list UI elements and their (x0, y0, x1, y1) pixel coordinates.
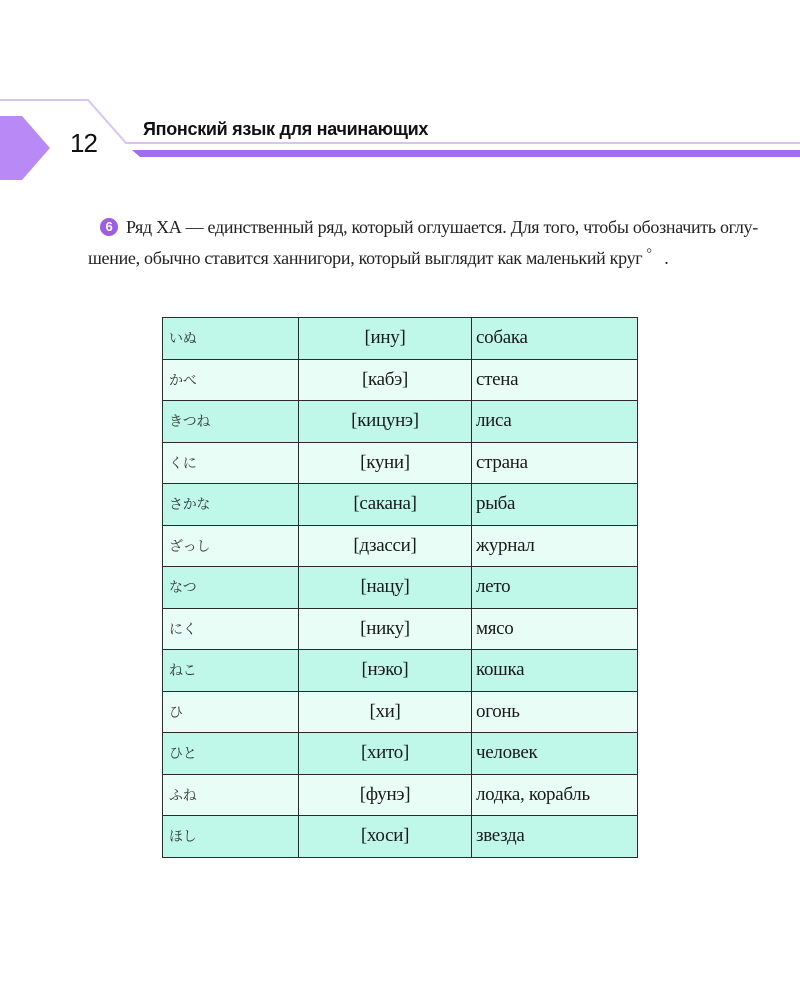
intro-line-2: шение, обычно ставится ханнигори, который выглядит как маленький круг ゜. (88, 248, 669, 268)
meaning-cell: лето (472, 567, 638, 609)
kana-cell: ほし (163, 816, 299, 858)
meaning-cell: собака (472, 318, 638, 360)
reading-cell: [нацу] (299, 567, 472, 609)
vocabulary-table (162, 317, 638, 858)
meaning-cell: лодка, корабль (472, 774, 638, 816)
kana-cell: いぬ (163, 318, 299, 360)
meaning-cell: журнал (472, 525, 638, 567)
table-row (163, 733, 638, 775)
kana-cell: ねこ (163, 650, 299, 692)
table-row (163, 359, 638, 401)
kana-cell: ざっし (163, 525, 299, 567)
meaning-cell: человек (472, 733, 638, 775)
page-header (0, 0, 800, 200)
table-row (163, 650, 638, 692)
header-decoration (0, 0, 800, 200)
reading-cell: [кицунэ] (299, 401, 472, 443)
kana-cell: なつ (163, 567, 299, 609)
meaning-cell: стена (472, 359, 638, 401)
kana-cell: にく (163, 608, 299, 650)
reading-cell: [дзасси] (299, 525, 472, 567)
table-row (163, 774, 638, 816)
kana-cell: ひ (163, 691, 299, 733)
kana-cell: きつね (163, 401, 299, 443)
table-row (163, 525, 638, 567)
kana-cell: くに (163, 442, 299, 484)
reading-cell: [куни] (299, 442, 472, 484)
reading-cell: [нику] (299, 608, 472, 650)
meaning-cell: кошка (472, 650, 638, 692)
intro-line-1 (88, 212, 758, 243)
vocabulary-table-body (163, 318, 638, 858)
reading-cell: [хито] (299, 733, 472, 775)
meaning-cell: страна (472, 442, 638, 484)
reading-cell: [фунэ] (299, 774, 472, 816)
kana-cell: ひと (163, 733, 299, 775)
table-row (163, 816, 638, 858)
book-title: Японский язык для начинающих (143, 119, 429, 139)
reading-cell: [ину] (299, 318, 472, 360)
reading-cell: [хоси] (299, 816, 472, 858)
kana-cell: ふね (163, 774, 299, 816)
table-row (163, 401, 638, 443)
kana-cell: かべ (163, 359, 299, 401)
reading-cell: [хи] (299, 691, 472, 733)
reading-cell: [нэко] (299, 650, 472, 692)
reading-cell: [кабэ] (299, 359, 472, 401)
table-row (163, 608, 638, 650)
page-tab-marker (0, 116, 50, 180)
header-underline (132, 150, 800, 157)
kana-cell: さかな (163, 484, 299, 526)
table-row (163, 567, 638, 609)
meaning-cell: рыба (472, 484, 638, 526)
table-row (163, 691, 638, 733)
meaning-cell: мясо (472, 608, 638, 650)
reading-cell: [сакана] (299, 484, 472, 526)
intro-text-1: Ряд ХА — единственный ряд, который оглушается. Для того, чтобы обозначить оглу- (126, 217, 758, 237)
page-number: 12 (70, 128, 97, 158)
meaning-cell: звезда (472, 816, 638, 858)
table-row (163, 442, 638, 484)
table-row (163, 484, 638, 526)
meaning-cell: огонь (472, 691, 638, 733)
item-number-badge: 6 (100, 218, 118, 236)
table-row (163, 318, 638, 360)
meaning-cell: лиса (472, 401, 638, 443)
intro-paragraph (88, 212, 758, 274)
